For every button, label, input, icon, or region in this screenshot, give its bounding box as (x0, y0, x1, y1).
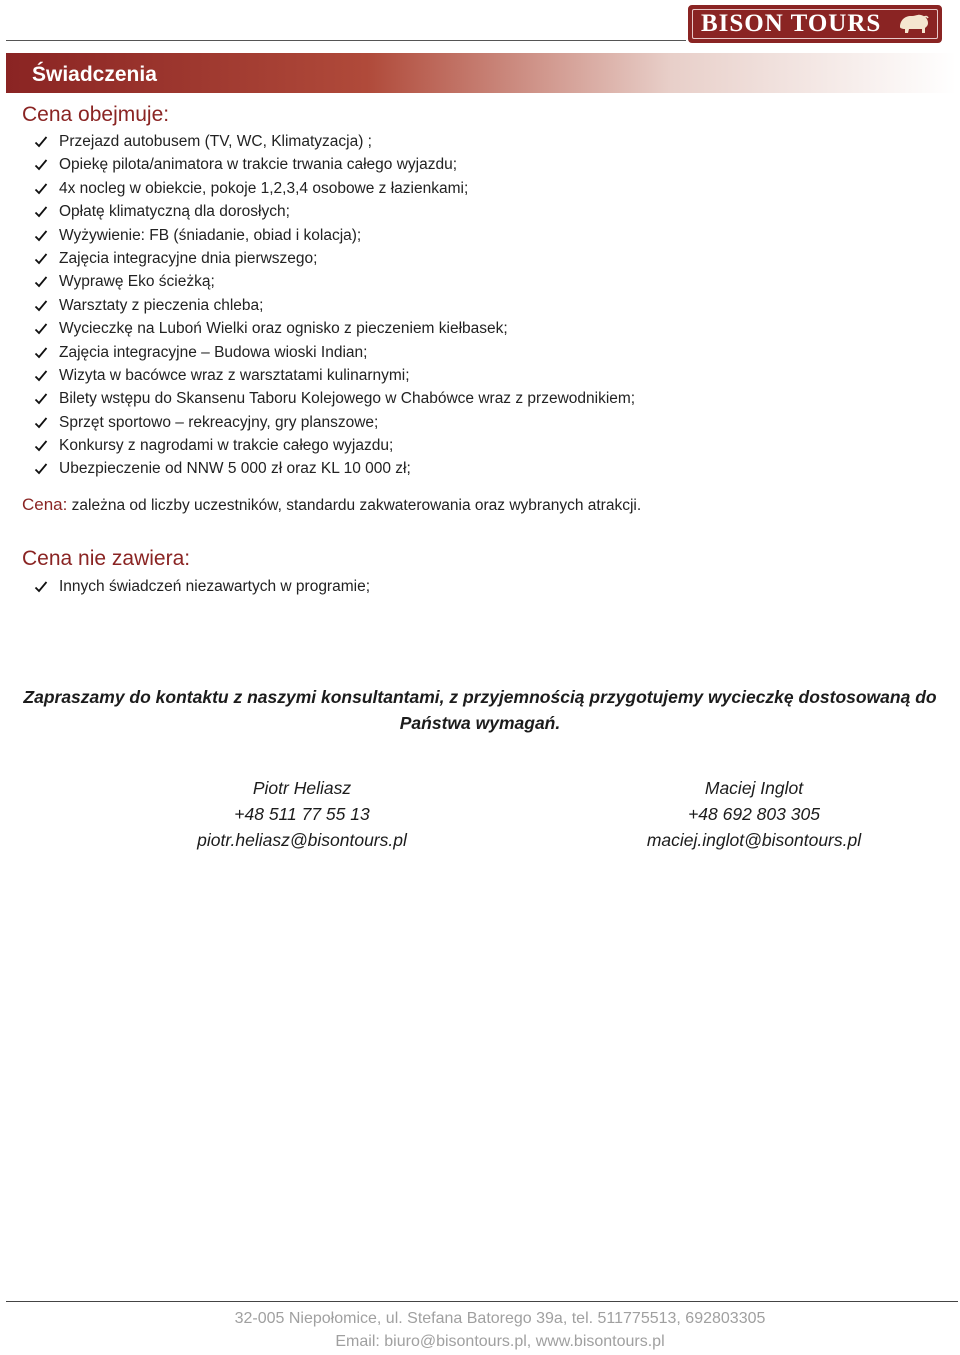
list-item (0, 200, 635, 223)
checkmark-icon (34, 439, 48, 453)
checkmark-icon (34, 580, 48, 594)
checkmark-icon (34, 369, 48, 383)
contact-email: piotr.heliasz@bisontours.pl (197, 830, 407, 850)
section-header-band (6, 53, 956, 93)
list-item (0, 270, 635, 293)
list-item-text: Konkursy z nagrodami w trakcie całego wyjazdu; (59, 437, 394, 455)
header-rule (6, 40, 686, 41)
checkmark-icon (34, 205, 48, 219)
checkmark-icon (34, 346, 48, 360)
footer-rule (6, 1301, 958, 1302)
list-item (0, 247, 635, 270)
logo-text: BISON TOURS (701, 10, 882, 37)
list-item (0, 457, 635, 480)
excludes-heading: Cena nie zawiera: (22, 547, 191, 570)
list-item (0, 177, 635, 200)
contact-email: maciej.inglot@bisontours.pl (646, 830, 862, 850)
list-item-text: Sprzęt sportowo – rekreacyjny, gry planszowe; (59, 413, 379, 431)
price-text: zależna od liczby uczestników, standardu zakwaterowania oraz wybranych atrakcji. (67, 497, 642, 514)
list-item (0, 153, 635, 176)
checkmark-icon (34, 462, 48, 476)
list-item (0, 294, 635, 317)
contact-phone: +48 692 803 305 (688, 804, 820, 824)
list-item (0, 224, 635, 247)
bison-tours-logo (688, 5, 942, 43)
checkmark-icon (34, 135, 48, 149)
includes-heading: Cena obejmuje: (22, 103, 170, 126)
checkmark-icon (34, 158, 48, 172)
checkmark-icon (34, 392, 48, 406)
list-item-text: Ubezpieczenie od NNW 5 000 zł oraz KL 10 000 zł; (59, 460, 411, 478)
checkmark-icon (34, 182, 48, 196)
list-item-text: Wyżywienie: FB (śniadanie, obiad i kolacja); (59, 226, 362, 244)
checkmark-icon (34, 275, 48, 289)
section-title: Świadczenia (32, 63, 157, 86)
footer-web: Email: biuro@bisontours.pl, www.bisontours.pl (335, 1333, 665, 1350)
list-item (0, 341, 635, 364)
list-item (0, 434, 635, 457)
list-item (0, 575, 370, 598)
list-item-text: Przejazd autobusem (TV, WC, Klimatyzacja) ; (59, 133, 372, 150)
list-item-text: Warsztaty z pieczenia chleba; (59, 296, 264, 314)
list-item-text: Wizyta w bacówce wraz z warsztatami kulinarnymi; (59, 366, 410, 384)
list-item (0, 130, 635, 153)
excludes-list (0, 575, 370, 598)
price-note (22, 495, 641, 515)
contact-invitation: Zapraszamy do kontaktu z naszymi konsultantami, z przyjemnością przygotujemy wycieczkę dostosowaną do Państwa wymagań. (23, 687, 937, 733)
list-item-text: Innych świadczeń niezawartych w programie; (59, 578, 370, 595)
contact-card-2 (604, 775, 904, 853)
price-label: Cena: (22, 495, 68, 514)
checkmark-icon (34, 229, 48, 243)
list-item-text: Zajęcia integracyjne – Budowa wioski Indian; (59, 343, 368, 361)
list-item-text: Opłatę klimatyczną dla dorosłych; (59, 203, 290, 221)
list-item (0, 387, 635, 410)
checkmark-icon (34, 252, 48, 266)
list-item (0, 364, 635, 387)
list-item-text: Wyprawę Eko ścieżką; (59, 273, 215, 291)
contact-name: Piotr Heliasz (252, 778, 352, 798)
list-item (0, 411, 635, 434)
list-item-text: 4x nocleg w obiekcie, pokoje 1,2,3,4 osobowe z łazienkami; (59, 179, 469, 197)
list-item-text: Wycieczkę na Luboń Wielki oraz ognisko z pieczeniem kiełbasek; (59, 320, 508, 338)
checkmark-icon (34, 299, 48, 313)
checkmark-icon (34, 322, 48, 336)
list-item-text: Opiekę pilota/animatora w trakcie trwania całego wyjazdu; (59, 156, 458, 174)
checkmark-icon (34, 416, 48, 430)
contact-phone: +48 511 77 55 13 (234, 804, 370, 824)
includes-list (0, 130, 635, 481)
list-item-text: Zajęcia integracyjne dnia pierwszego; (59, 249, 318, 267)
list-item-text: Bilety wstępu do Skansenu Taboru Kolejowego w Chabówce wraz z przewodnikiem; (59, 390, 636, 408)
contact-card-1 (152, 775, 452, 853)
list-item (0, 317, 635, 340)
contact-name: Maciej Inglot (704, 778, 804, 798)
footer-address: 32-005 Niepołomice, ul. Stefana Batorego 39a, tel. 511775513, 692803305 (234, 1310, 766, 1327)
bison-icon (897, 12, 931, 36)
